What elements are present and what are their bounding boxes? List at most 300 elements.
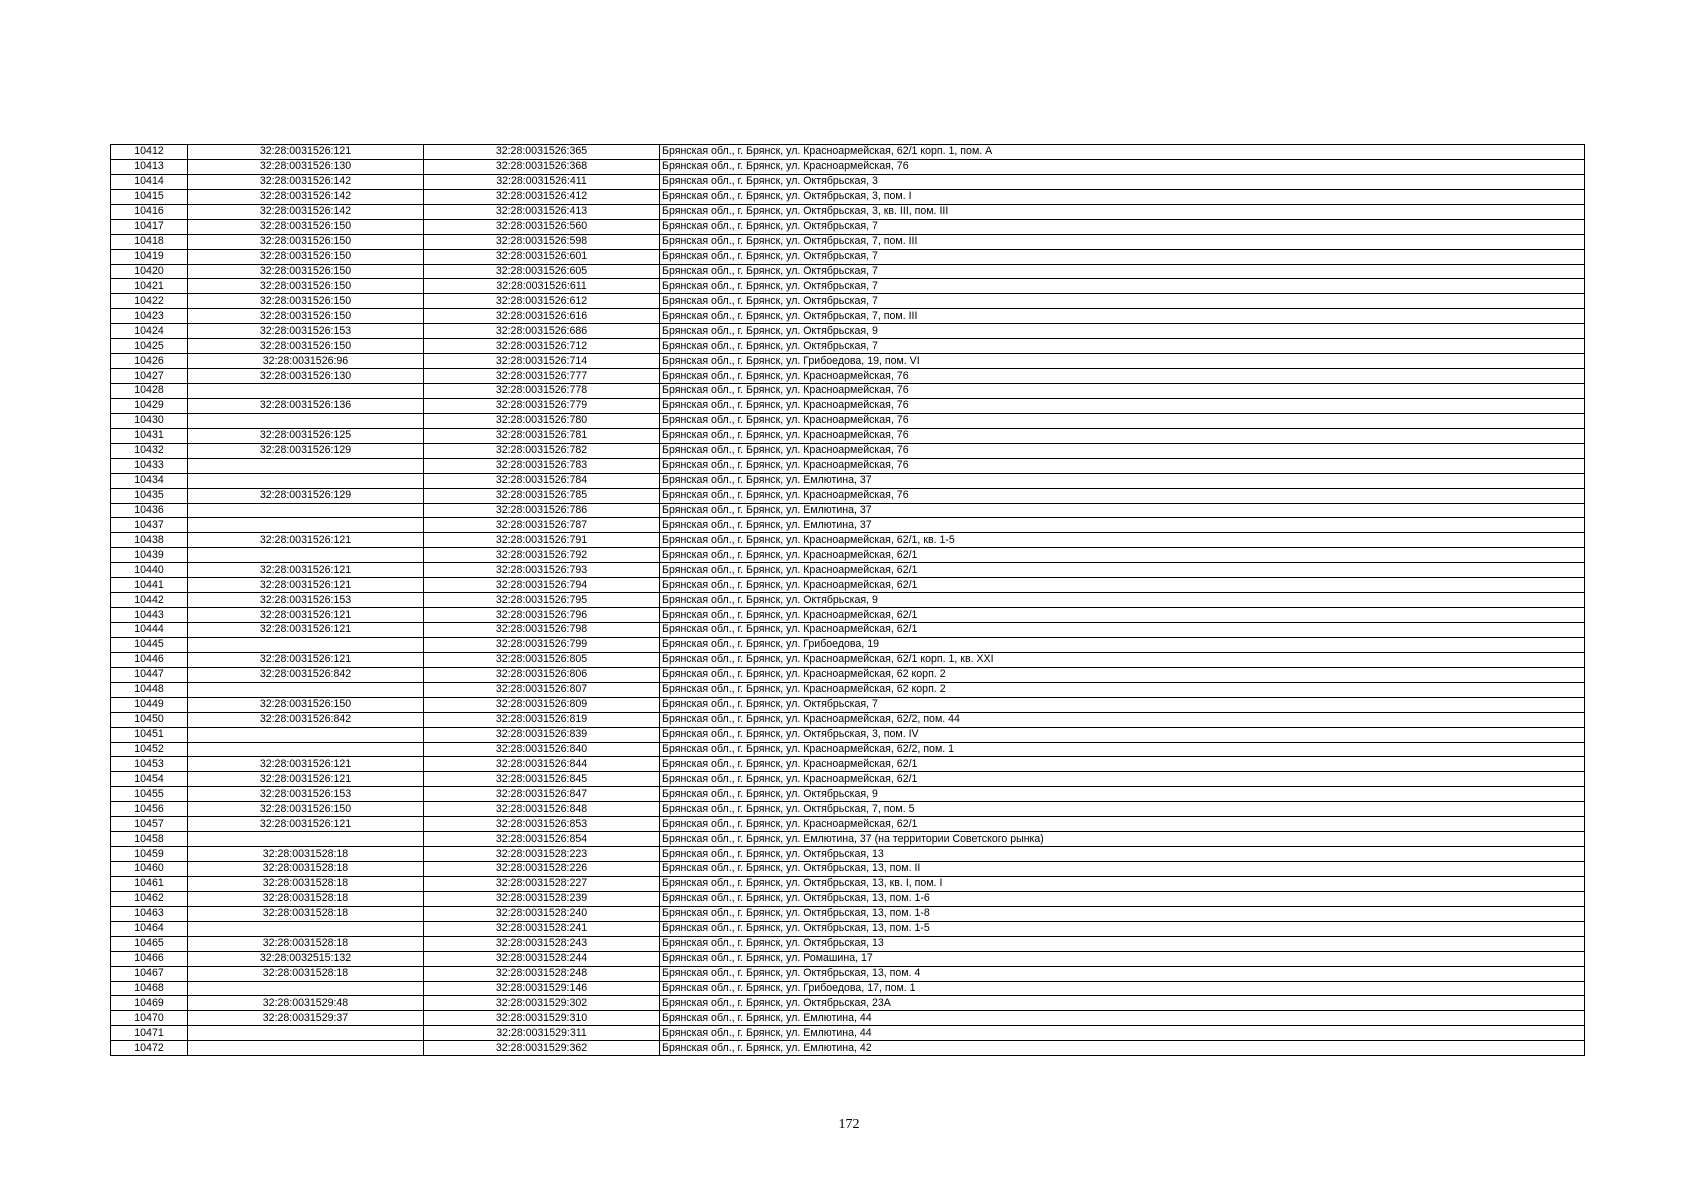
table-row xyxy=(111,652,1585,667)
table-row xyxy=(111,145,1585,160)
table-row xyxy=(111,862,1585,877)
row-number-cell: 10418 xyxy=(111,234,188,249)
parent-cadastral-number-cell: 32:28:0031526:150 xyxy=(188,279,424,294)
address-cell: Брянская обл., г. Брянск, ул. Октябрьская, 7 xyxy=(660,219,1585,234)
cadastral-number-cell: 32:28:0031526:778 xyxy=(424,384,660,399)
parent-cadastral-number-cell: 32:28:0031526:150 xyxy=(188,802,424,817)
row-number-cell: 10466 xyxy=(111,951,188,966)
cadastral-number-cell: 32:28:0031526:819 xyxy=(424,712,660,727)
cadastral-number-cell: 32:28:0031526:848 xyxy=(424,802,660,817)
table-row xyxy=(111,906,1585,921)
parent-cadastral-number-cell: 32:28:0031528:18 xyxy=(188,966,424,981)
table-row xyxy=(111,264,1585,279)
table-row xyxy=(111,234,1585,249)
parent-cadastral-number-cell: 32:28:0031526:842 xyxy=(188,667,424,682)
cadastral-number-cell: 32:28:0031526:413 xyxy=(424,204,660,219)
cadastral-number-cell: 32:28:0031526:787 xyxy=(424,518,660,533)
parent-cadastral-number-cell: 32:28:0031526:842 xyxy=(188,712,424,727)
address-cell: Брянская обл., г. Брянск, ул. Красноармейская, 62/2, пом. 1 xyxy=(660,742,1585,757)
row-number-cell: 10429 xyxy=(111,398,188,413)
table-row xyxy=(111,1041,1585,1056)
cadastral-number-cell: 32:28:0031526:712 xyxy=(424,339,660,354)
address-cell: Брянская обл., г. Брянск, ул. Емлютина, 44 xyxy=(660,1026,1585,1041)
row-number-cell: 10427 xyxy=(111,369,188,384)
cadastral-number-cell: 32:28:0031526:560 xyxy=(424,219,660,234)
parent-cadastral-number-cell: 32:28:0031526:129 xyxy=(188,488,424,503)
row-number-cell: 10469 xyxy=(111,996,188,1011)
table-row xyxy=(111,847,1585,862)
parent-cadastral-number-cell: 32:28:0031526:130 xyxy=(188,159,424,174)
row-number-cell: 10434 xyxy=(111,473,188,488)
cadastral-number-cell: 32:28:0031528:241 xyxy=(424,921,660,936)
cadastral-number-cell: 32:28:0031526:605 xyxy=(424,264,660,279)
cadastral-number-cell: 32:28:0031526:847 xyxy=(424,787,660,802)
parent-cadastral-number-cell: 32:28:0031526:153 xyxy=(188,787,424,802)
parent-cadastral-number-cell xyxy=(188,832,424,847)
parent-cadastral-number-cell: 32:28:0031526:130 xyxy=(188,369,424,384)
cadastral-number-cell: 32:28:0031528:223 xyxy=(424,847,660,862)
parent-cadastral-number-cell xyxy=(188,503,424,518)
row-number-cell: 10464 xyxy=(111,921,188,936)
cadastral-number-cell: 32:28:0031526:799 xyxy=(424,637,660,652)
row-number-cell: 10428 xyxy=(111,384,188,399)
address-cell: Брянская обл., г. Брянск, ул. Красноармейская, 62/1 xyxy=(660,548,1585,563)
table-row xyxy=(111,458,1585,473)
cadastral-number-cell: 32:28:0031526:807 xyxy=(424,682,660,697)
table-row xyxy=(111,548,1585,563)
row-number-cell: 10438 xyxy=(111,533,188,548)
table-row xyxy=(111,712,1585,727)
cadastral-number-cell: 32:28:0031526:809 xyxy=(424,697,660,712)
row-number-cell: 10452 xyxy=(111,742,188,757)
address-cell: Брянская обл., г. Брянск, ул. Красноармейская, 76 xyxy=(660,384,1585,399)
parent-cadastral-number-cell xyxy=(188,921,424,936)
row-number-cell: 10443 xyxy=(111,608,188,623)
cadastral-number-cell: 32:28:0031528:226 xyxy=(424,862,660,877)
table-row xyxy=(111,608,1585,623)
parent-cadastral-number-cell: 32:28:0031526:125 xyxy=(188,428,424,443)
cadastral-number-cell: 32:28:0031526:779 xyxy=(424,398,660,413)
address-cell: Брянская обл., г. Брянск, ул. Ромашина, 17 xyxy=(660,951,1585,966)
row-number-cell: 10455 xyxy=(111,787,188,802)
table-row xyxy=(111,727,1585,742)
row-number-cell: 10463 xyxy=(111,906,188,921)
table-row xyxy=(111,488,1585,503)
cadastral-number-cell: 32:28:0031526:796 xyxy=(424,608,660,623)
address-cell: Брянская обл., г. Брянск, ул. Емлютина, 37 (на территории Советского рынка) xyxy=(660,832,1585,847)
table-row xyxy=(111,294,1585,309)
row-number-cell: 10460 xyxy=(111,862,188,877)
address-cell: Брянская обл., г. Брянск, ул. Красноармейская, 62 корп. 2 xyxy=(660,682,1585,697)
parent-cadastral-number-cell xyxy=(188,413,424,428)
cadastral-number-cell: 32:28:0031526:786 xyxy=(424,503,660,518)
parent-cadastral-number-cell xyxy=(188,742,424,757)
cadastral-number-cell: 32:28:0031526:795 xyxy=(424,593,660,608)
row-number-cell: 10421 xyxy=(111,279,188,294)
cadastral-number-cell: 32:28:0031526:782 xyxy=(424,443,660,458)
cadastral-number-cell: 32:28:0031529:302 xyxy=(424,996,660,1011)
parent-cadastral-number-cell: 32:28:0031526:121 xyxy=(188,533,424,548)
address-cell: Брянская обл., г. Брянск, ул. Октябрьская, 9 xyxy=(660,324,1585,339)
address-cell: Брянская обл., г. Брянск, ул. Грибоедова, 19, пом. VI xyxy=(660,354,1585,369)
table-row xyxy=(111,428,1585,443)
row-number-cell: 10423 xyxy=(111,309,188,324)
row-number-cell: 10437 xyxy=(111,518,188,533)
address-cell: Брянская обл., г. Брянск, ул. Емлютина, 37 xyxy=(660,518,1585,533)
address-cell: Брянская обл., г. Брянск, ул. Октябрьская, 7, пом. III xyxy=(660,309,1585,324)
cadastral-number-cell: 32:28:0031526:798 xyxy=(424,623,660,638)
row-number-cell: 10441 xyxy=(111,578,188,593)
table-row xyxy=(111,159,1585,174)
table-body xyxy=(111,145,1585,1056)
parent-cadastral-number-cell: 32:28:0031528:18 xyxy=(188,891,424,906)
row-number-cell: 10445 xyxy=(111,637,188,652)
cadastral-number-cell: 32:28:0031526:845 xyxy=(424,772,660,787)
cadastral-number-cell: 32:28:0031526:616 xyxy=(424,309,660,324)
table-row xyxy=(111,384,1585,399)
cadastral-number-cell: 32:28:0031526:805 xyxy=(424,652,660,667)
address-cell: Брянская обл., г. Брянск, ул. Октябрьская, 13 xyxy=(660,847,1585,862)
row-number-cell: 10444 xyxy=(111,623,188,638)
table-row xyxy=(111,817,1585,832)
address-cell: Брянская обл., г. Брянск, ул. Красноармейская, 62/1 xyxy=(660,608,1585,623)
parent-cadastral-number-cell: 32:28:0031526:121 xyxy=(188,145,424,160)
address-cell: Брянская обл., г. Брянск, ул. Красноармейская, 76 xyxy=(660,413,1585,428)
row-number-cell: 10440 xyxy=(111,563,188,578)
table-row xyxy=(111,309,1585,324)
cadastral-number-cell: 32:28:0031526:412 xyxy=(424,189,660,204)
parent-cadastral-number-cell xyxy=(188,727,424,742)
parent-cadastral-number-cell: 32:28:0031529:37 xyxy=(188,1011,424,1026)
cadastral-number-cell: 32:28:0031526:686 xyxy=(424,324,660,339)
address-cell: Брянская обл., г. Брянск, ул. Октябрьская, 7 xyxy=(660,279,1585,294)
row-number-cell: 10412 xyxy=(111,145,188,160)
row-number-cell: 10465 xyxy=(111,936,188,951)
cadastral-number-cell: 32:28:0031526:601 xyxy=(424,249,660,264)
row-number-cell: 10451 xyxy=(111,727,188,742)
address-cell: Брянская обл., г. Брянск, ул. Октябрьская, 7 xyxy=(660,264,1585,279)
cadastral-number-cell: 32:28:0031528:244 xyxy=(424,951,660,966)
address-cell: Брянская обл., г. Брянск, ул. Емлютина, 37 xyxy=(660,473,1585,488)
parent-cadastral-number-cell: 32:28:0031526:150 xyxy=(188,249,424,264)
parent-cadastral-number-cell: 32:28:0031526:121 xyxy=(188,608,424,623)
parent-cadastral-number-cell: 32:28:0031528:18 xyxy=(188,862,424,877)
row-number-cell: 10415 xyxy=(111,189,188,204)
address-cell: Брянская обл., г. Брянск, ул. Красноармейская, 62/1, кв. 1-5 xyxy=(660,533,1585,548)
table-row xyxy=(111,742,1585,757)
address-cell: Брянская обл., г. Брянск, ул. Емлютина, 42 xyxy=(660,1041,1585,1056)
cadastral-number-cell: 32:28:0031526:714 xyxy=(424,354,660,369)
address-cell: Брянская обл., г. Брянск, ул. Красноармейская, 76 xyxy=(660,488,1585,503)
table-row xyxy=(111,189,1585,204)
row-number-cell: 10430 xyxy=(111,413,188,428)
cadastral-number-cell: 32:28:0031528:243 xyxy=(424,936,660,951)
row-number-cell: 10462 xyxy=(111,891,188,906)
table-row xyxy=(111,891,1585,906)
cadastral-number-cell: 32:28:0031529:146 xyxy=(424,981,660,996)
parent-cadastral-number-cell xyxy=(188,518,424,533)
parent-cadastral-number-cell: 32:28:0031526:150 xyxy=(188,309,424,324)
cadastral-number-cell: 32:28:0031528:240 xyxy=(424,906,660,921)
cadastral-number-cell: 32:28:0031526:844 xyxy=(424,757,660,772)
cadastral-number-cell: 32:28:0031526:777 xyxy=(424,369,660,384)
cadastral-number-cell: 32:28:0031526:780 xyxy=(424,413,660,428)
row-number-cell: 10470 xyxy=(111,1011,188,1026)
row-number-cell: 10472 xyxy=(111,1041,188,1056)
cadastral-number-cell: 32:28:0031528:239 xyxy=(424,891,660,906)
address-cell: Брянская обл., г. Брянск, ул. Октябрьская, 9 xyxy=(660,787,1585,802)
cadastral-number-cell: 32:28:0031526:792 xyxy=(424,548,660,563)
row-number-cell: 10457 xyxy=(111,817,188,832)
table-row xyxy=(111,757,1585,772)
table-row xyxy=(111,503,1585,518)
row-number-cell: 10446 xyxy=(111,652,188,667)
address-cell: Брянская обл., г. Брянск, ул. Октябрьская, 3, кв. III, пом. III xyxy=(660,204,1585,219)
cadastral-number-cell: 32:28:0031526:840 xyxy=(424,742,660,757)
address-cell: Брянская обл., г. Брянск, ул. Красноармейская, 76 xyxy=(660,443,1585,458)
parent-cadastral-number-cell: 32:28:0031528:18 xyxy=(188,936,424,951)
row-number-cell: 10458 xyxy=(111,832,188,847)
parent-cadastral-number-cell: 32:28:0031526:129 xyxy=(188,443,424,458)
row-number-cell: 10416 xyxy=(111,204,188,219)
parent-cadastral-number-cell: 32:28:0031526:121 xyxy=(188,772,424,787)
cadastral-number-cell: 32:28:0031526:365 xyxy=(424,145,660,160)
cadastral-number-cell: 32:28:0031529:362 xyxy=(424,1041,660,1056)
parent-cadastral-number-cell: 32:28:0031526:153 xyxy=(188,324,424,339)
cadastral-number-cell: 32:28:0031526:612 xyxy=(424,294,660,309)
parent-cadastral-number-cell: 32:28:0031526:142 xyxy=(188,189,424,204)
parent-cadastral-number-cell: 32:28:0031526:150 xyxy=(188,234,424,249)
address-cell: Брянская обл., г. Брянск, ул. Красноармейская, 62/1 корп. 1, пом. А xyxy=(660,145,1585,160)
address-cell: Брянская обл., г. Брянск, ул. Октябрьская, 23А xyxy=(660,996,1585,1011)
address-cell: Брянская обл., г. Брянск, ул. Грибоедова, 17, пом. 1 xyxy=(660,981,1585,996)
address-cell: Брянская обл., г. Брянск, ул. Красноармейская, 76 xyxy=(660,458,1585,473)
parent-cadastral-number-cell: 32:28:0031526:121 xyxy=(188,757,424,772)
table-row xyxy=(111,533,1585,548)
address-cell: Брянская обл., г. Брянск, ул. Емлютина, 44 xyxy=(660,1011,1585,1026)
cadastral-number-cell: 32:28:0031529:311 xyxy=(424,1026,660,1041)
parent-cadastral-number-cell: 32:28:0031526:121 xyxy=(188,578,424,593)
row-number-cell: 10426 xyxy=(111,354,188,369)
cadastral-number-cell: 32:28:0031526:794 xyxy=(424,578,660,593)
address-cell: Брянская обл., г. Брянск, ул. Октябрьская, 7 xyxy=(660,697,1585,712)
cadastral-number-cell: 32:28:0031526:791 xyxy=(424,533,660,548)
table-row xyxy=(111,563,1585,578)
row-number-cell: 10432 xyxy=(111,443,188,458)
row-number-cell: 10424 xyxy=(111,324,188,339)
row-number-cell: 10435 xyxy=(111,488,188,503)
address-cell: Брянская обл., г. Брянск, ул. Октябрьская, 3, пом. I xyxy=(660,189,1585,204)
address-cell: Брянская обл., г. Брянск, ул. Емлютина, 37 xyxy=(660,503,1585,518)
cadastral-number-cell: 32:28:0031529:310 xyxy=(424,1011,660,1026)
address-cell: Брянская обл., г. Брянск, ул. Октябрьская, 13 xyxy=(660,936,1585,951)
address-cell: Брянская обл., г. Брянск, ул. Октябрьская, 7, пом. III xyxy=(660,234,1585,249)
row-number-cell: 10433 xyxy=(111,458,188,473)
cadastral-number-cell: 32:28:0031526:793 xyxy=(424,563,660,578)
table-row xyxy=(111,219,1585,234)
row-number-cell: 10439 xyxy=(111,548,188,563)
table-row xyxy=(111,249,1585,264)
table-row xyxy=(111,279,1585,294)
parent-cadastral-number-cell: 32:28:0031526:121 xyxy=(188,817,424,832)
table-row xyxy=(111,682,1585,697)
cadastral-number-cell: 32:28:0031526:368 xyxy=(424,159,660,174)
row-number-cell: 10449 xyxy=(111,697,188,712)
row-number-cell: 10442 xyxy=(111,593,188,608)
parent-cadastral-number-cell: 32:28:0031529:48 xyxy=(188,996,424,1011)
row-number-cell: 10417 xyxy=(111,219,188,234)
table-row xyxy=(111,966,1585,981)
table-row xyxy=(111,578,1585,593)
parent-cadastral-number-cell: 32:28:0031526:121 xyxy=(188,623,424,638)
cadastral-number-cell: 32:28:0031526:806 xyxy=(424,667,660,682)
parent-cadastral-number-cell xyxy=(188,1041,424,1056)
address-cell: Брянская обл., г. Брянск, ул. Красноармейская, 76 xyxy=(660,398,1585,413)
address-cell: Брянская обл., г. Брянск, ул. Красноармейская, 62 корп. 2 xyxy=(660,667,1585,682)
table-row xyxy=(111,951,1585,966)
row-number-cell: 10453 xyxy=(111,757,188,772)
cadastral-number-cell: 32:28:0031526:611 xyxy=(424,279,660,294)
cadastral-register-table xyxy=(110,144,1585,1056)
address-cell: Брянская обл., г. Брянск, ул. Красноармейская, 76 xyxy=(660,159,1585,174)
table-row xyxy=(111,667,1585,682)
parent-cadastral-number-cell: 32:28:0032515:132 xyxy=(188,951,424,966)
table-row xyxy=(111,354,1585,369)
address-cell: Брянская обл., г. Брянск, ул. Красноармейская, 62/1 корп. 1, кв. XXI xyxy=(660,652,1585,667)
cadastral-number-cell: 32:28:0031526:411 xyxy=(424,174,660,189)
row-number-cell: 10413 xyxy=(111,159,188,174)
row-number-cell: 10447 xyxy=(111,667,188,682)
parent-cadastral-number-cell: 32:28:0031528:18 xyxy=(188,847,424,862)
row-number-cell: 10419 xyxy=(111,249,188,264)
address-cell: Брянская обл., г. Брянск, ул. Красноармейская, 62/2, пом. 44 xyxy=(660,712,1585,727)
cadastral-number-cell: 32:28:0031526:781 xyxy=(424,428,660,443)
cadastral-number-cell: 32:28:0031528:227 xyxy=(424,876,660,891)
table-row xyxy=(111,174,1585,189)
address-cell: Брянская обл., г. Брянск, ул. Октябрьская, 13, пом. 1-5 xyxy=(660,921,1585,936)
table-row xyxy=(111,637,1585,652)
address-cell: Брянская обл., г. Брянск, ул. Октябрьская, 7 xyxy=(660,294,1585,309)
row-number-cell: 10467 xyxy=(111,966,188,981)
table-row xyxy=(111,787,1585,802)
address-cell: Брянская обл., г. Брянск, ул. Октябрьская, 13, пом. II xyxy=(660,862,1585,877)
address-cell: Брянская обл., г. Брянск, ул. Октябрьская, 3, пом. IV xyxy=(660,727,1585,742)
table-row xyxy=(111,443,1585,458)
cadastral-number-cell: 32:28:0031526:839 xyxy=(424,727,660,742)
page-number: 172 xyxy=(838,1117,860,1132)
table-row xyxy=(111,832,1585,847)
parent-cadastral-number-cell: 32:28:0031526:150 xyxy=(188,294,424,309)
row-number-cell: 10454 xyxy=(111,772,188,787)
address-cell: Брянская обл., г. Брянск, ул. Красноармейская, 62/1 xyxy=(660,757,1585,772)
table-row xyxy=(111,802,1585,817)
parent-cadastral-number-cell: 32:28:0031526:142 xyxy=(188,174,424,189)
address-cell: Брянская обл., г. Брянск, ул. Красноармейская, 62/1 xyxy=(660,772,1585,787)
cadastral-number-cell: 32:28:0031526:853 xyxy=(424,817,660,832)
address-cell: Брянская обл., г. Брянск, ул. Октябрьская, 13, пом. 1-6 xyxy=(660,891,1585,906)
address-cell: Брянская обл., г. Брянск, ул. Октябрьская, 13, пом. 1-8 xyxy=(660,906,1585,921)
parent-cadastral-number-cell xyxy=(188,548,424,563)
table-row xyxy=(111,324,1585,339)
row-number-cell: 10459 xyxy=(111,847,188,862)
address-cell: Брянская обл., г. Брянск, ул. Грибоедова, 19 xyxy=(660,637,1585,652)
parent-cadastral-number-cell: 32:28:0031526:150 xyxy=(188,264,424,279)
row-number-cell: 10471 xyxy=(111,1026,188,1041)
table-row xyxy=(111,204,1585,219)
row-number-cell: 10436 xyxy=(111,503,188,518)
row-number-cell: 10468 xyxy=(111,981,188,996)
parent-cadastral-number-cell: 32:28:0031526:136 xyxy=(188,398,424,413)
table-row xyxy=(111,473,1585,488)
address-cell: Брянская обл., г. Брянск, ул. Октябрьская, 9 xyxy=(660,593,1585,608)
row-number-cell: 10414 xyxy=(111,174,188,189)
parent-cadastral-number-cell xyxy=(188,473,424,488)
row-number-cell: 10450 xyxy=(111,712,188,727)
parent-cadastral-number-cell: 32:28:0031526:150 xyxy=(188,339,424,354)
table-row xyxy=(111,1026,1585,1041)
table-row xyxy=(111,339,1585,354)
table-row xyxy=(111,369,1585,384)
cadastral-number-cell: 32:28:0031526:854 xyxy=(424,832,660,847)
table-row xyxy=(111,518,1585,533)
cadastral-number-cell: 32:28:0031526:784 xyxy=(424,473,660,488)
parent-cadastral-number-cell: 32:28:0031526:121 xyxy=(188,563,424,578)
row-number-cell: 10448 xyxy=(111,682,188,697)
parent-cadastral-number-cell: 32:28:0031528:18 xyxy=(188,906,424,921)
parent-cadastral-number-cell: 32:28:0031526:121 xyxy=(188,652,424,667)
parent-cadastral-number-cell: 32:28:0031526:150 xyxy=(188,697,424,712)
address-cell: Брянская обл., г. Брянск, ул. Октябрьская, 3 xyxy=(660,174,1585,189)
address-cell: Брянская обл., г. Брянск, ул. Красноармейская, 62/1 xyxy=(660,623,1585,638)
row-number-cell: 10461 xyxy=(111,876,188,891)
parent-cadastral-number-cell: 32:28:0031528:18 xyxy=(188,876,424,891)
cadastral-number-cell: 32:28:0031528:248 xyxy=(424,966,660,981)
address-cell: Брянская обл., г. Брянск, ул. Красноармейская, 62/1 xyxy=(660,578,1585,593)
address-cell: Брянская обл., г. Брянск, ул. Красноармейская, 62/1 xyxy=(660,817,1585,832)
parent-cadastral-number-cell xyxy=(188,384,424,399)
row-number-cell: 10422 xyxy=(111,294,188,309)
row-number-cell: 10420 xyxy=(111,264,188,279)
address-cell: Брянская обл., г. Брянск, ул. Красноармейская, 76 xyxy=(660,369,1585,384)
row-number-cell: 10456 xyxy=(111,802,188,817)
table-row xyxy=(111,936,1585,951)
row-number-cell: 10431 xyxy=(111,428,188,443)
parent-cadastral-number-cell xyxy=(188,682,424,697)
table-row xyxy=(111,697,1585,712)
address-cell: Брянская обл., г. Брянск, ул. Октябрьская, 7, пом. 5 xyxy=(660,802,1585,817)
address-cell: Брянская обл., г. Брянск, ул. Красноармейская, 62/1 xyxy=(660,563,1585,578)
parent-cadastral-number-cell xyxy=(188,981,424,996)
parent-cadastral-number-cell xyxy=(188,637,424,652)
parent-cadastral-number-cell: 32:28:0031526:96 xyxy=(188,354,424,369)
table-row xyxy=(111,921,1585,936)
address-cell: Брянская обл., г. Брянск, ул. Октябрьская, 13, кв. I, пом. I xyxy=(660,876,1585,891)
address-cell: Брянская обл., г. Брянск, ул. Октябрьская, 13, пом. 4 xyxy=(660,966,1585,981)
address-cell: Брянская обл., г. Брянск, ул. Октябрьская, 7 xyxy=(660,249,1585,264)
cadastral-number-cell: 32:28:0031526:598 xyxy=(424,234,660,249)
address-cell: Брянская обл., г. Брянск, ул. Октябрьская, 7 xyxy=(660,339,1585,354)
table-row xyxy=(111,1011,1585,1026)
row-number-cell: 10425 xyxy=(111,339,188,354)
parent-cadastral-number-cell: 32:28:0031526:142 xyxy=(188,204,424,219)
parent-cadastral-number-cell: 32:28:0031526:150 xyxy=(188,219,424,234)
parent-cadastral-number-cell: 32:28:0031526:153 xyxy=(188,593,424,608)
table-row xyxy=(111,398,1585,413)
table-row xyxy=(111,876,1585,891)
cadastral-number-cell: 32:28:0031526:785 xyxy=(424,488,660,503)
table-row xyxy=(111,593,1585,608)
parent-cadastral-number-cell xyxy=(188,458,424,473)
